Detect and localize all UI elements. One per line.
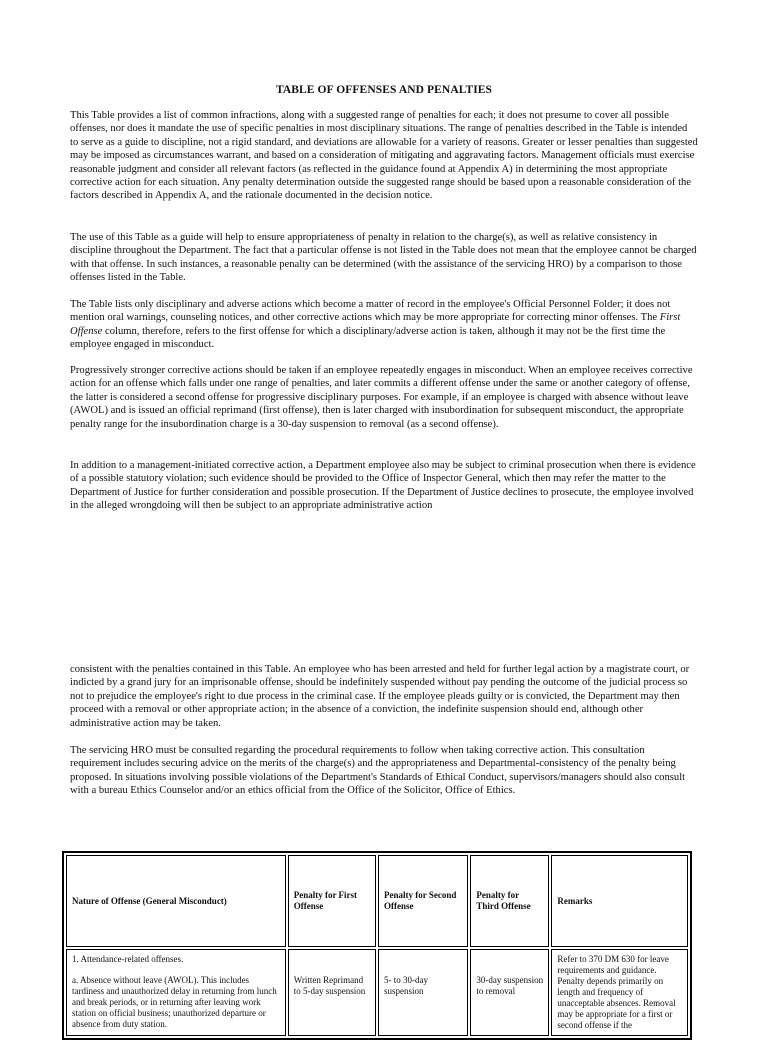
first-penalty-cell	[288, 949, 376, 1036]
page-title: TABLE OF OFFENSES AND PENALTIES	[275, 84, 493, 96]
header-third-offense: Penalty for Third Offense	[470, 855, 549, 947]
header-nature: Nature of Offense (General Misconduct)	[66, 855, 286, 947]
record-paragraph-start: The Table lists only disciplinary and adverse actions which become a matter of record in the employee's Official Personnel Folder; it does not mention oral warnings, counseling notices, and other corrective actions which may be more appropriate for correcting minor offenses. The	[70, 299, 671, 324]
table-row	[66, 949, 688, 1036]
record-paragraph-end: column, therefore, refers to the first offense for which a disciplinary/adverse action is taken, although it may not be the first time the employee engaged in misconduct.	[70, 325, 666, 351]
offenses-table	[62, 851, 692, 1040]
first-penalty: Written Reprimand to 5-day suspension	[293, 975, 366, 996]
consultation-paragraph: The servicing HRO must be consulted regarding the procedural requirements to follow when taking corrective action. This consultation requirement includes securing advice on the merits of the charge(s) and the appropriateness and Departmental-consistency of the penalty being proposed. In situations involving possible violations of the Department's Standards of Ethical Conduct, supervisors/managers should also consult with a bureau Ethics Counselor and/or an ethics official from the Office of the Solicitor, Office of Ethics.	[70, 745, 686, 797]
guide-paragraph: The use of this Table as a guide will help to ensure appropriateness of penalty in relation to the charge(s), as well as relative consistency in discipline throughout the Department. The fact that a particular offense is not listed in the Table does not mean that the employee cannot be charged with that offense. In such instances, a reasonable penalty can be determined (with the assistance of the servicing HRO) by a comparison to those offenses listed in the Table.	[70, 232, 697, 284]
third-penalty: 30-day suspension to removal	[476, 975, 544, 996]
criminal-paragraph: In addition to a management-initiated corrective action, a Department employee also may be subject to criminal prosecution when there is evidence of a possible statutory violation; such evidence should be provided to the Office of Inspector General, which then may refer the matter to the Department of Justice for further consideration and possible prosecution. If the Department of Justice declines to prosecute, the employee involved in the alleged wrongdoing will then be subject to an appropriate administrative action	[70, 460, 696, 512]
header-first-offense: Penalty for First Offense	[288, 855, 376, 947]
second-penalty: 5- to 30-day suspension	[384, 975, 429, 996]
intro-paragraph: This Table provides a list of common infractions, along with a suggested range of penalties for each; it does not presume to cover all possible offenses, nor does it mandate the use of specific penalties in most disciplinary situations. The range of penalties described in the Table is intended to serve as a guide to discipline, not a rigid standard, and deviations are allowable for a variety of reasons. Greater or lesser penalties than suggested may be imposed as circumstances warrant, and based on a consideration of mitigating and aggravating factors. Management officials must exercise reasonable judgment and consider all relevant factors (as reflected in the guidance found at Appendix A) in determining the most appropriate corrective action for each situation. Any penalty determination outside the suggested range should be based upon a reasonable consideration of the factors described in Appendix A, and the rationale documented in the decision notice.	[70, 110, 698, 202]
record-paragraph	[70, 298, 698, 352]
header-remarks: Remarks	[551, 855, 688, 947]
third-penalty-cell	[470, 949, 549, 1036]
table-header-row	[66, 855, 688, 947]
offense-cell	[66, 949, 286, 1036]
arrest-paragraph: consistent with the penalties contained in this Table. An employee who has been arrested and held for further legal action by a magistrate court, or indicted by a grand jury for an imprisonable offense, should be indefinitely suspended without pay pending the outcome of the judicial process so not to prejudice the employee's right to due process in the criminal case. If the employee pleads guilty or is convicted, the Department may then proceed with a removal or other appropriate action; in the absence of a conviction, the indefinite suspension should end, although other administrative action may be taken.	[70, 664, 690, 729]
first-offense-term: First Offense	[70, 312, 681, 337]
second-penalty-cell	[378, 949, 468, 1036]
offense-heading: 1. Attendance-related offenses.	[72, 954, 184, 964]
header-second-offense: Penalty for Second Offense	[378, 855, 468, 947]
remarks-cell: Refer to 370 DM 630 for leave requirements and guidance. Penalty depends primarily on length and frequency of unacceptable absences. Removal may be appropriate for a first or second offense if the	[551, 949, 688, 1036]
progressive-paragraph: Progressively stronger corrective actions should be taken if an employee repeatedly engages in misconduct. When an employee receives corrective action for an offense which falls under one range of penalties, and later commits a different offense under the same or another category of offense, the latter is considered a second offense for progressive disciplinary purposes. For example, if an employee is charged with absence without leave (AWOL) and is issued an official reprimand (first offense), then is later charged with insubordination for subsequent misconduct, the appropriate penalty range for the insubordination charge is a 30-day suspension to removal (as a second offense).	[70, 365, 693, 430]
offense-description: a. Absence without leave (AWOL). This includes tardiness and unauthorized delay in returning from lunch and break periods, or in returning after leaving work station on official business; unauthorized departure or absence from duty station.	[72, 975, 277, 1029]
